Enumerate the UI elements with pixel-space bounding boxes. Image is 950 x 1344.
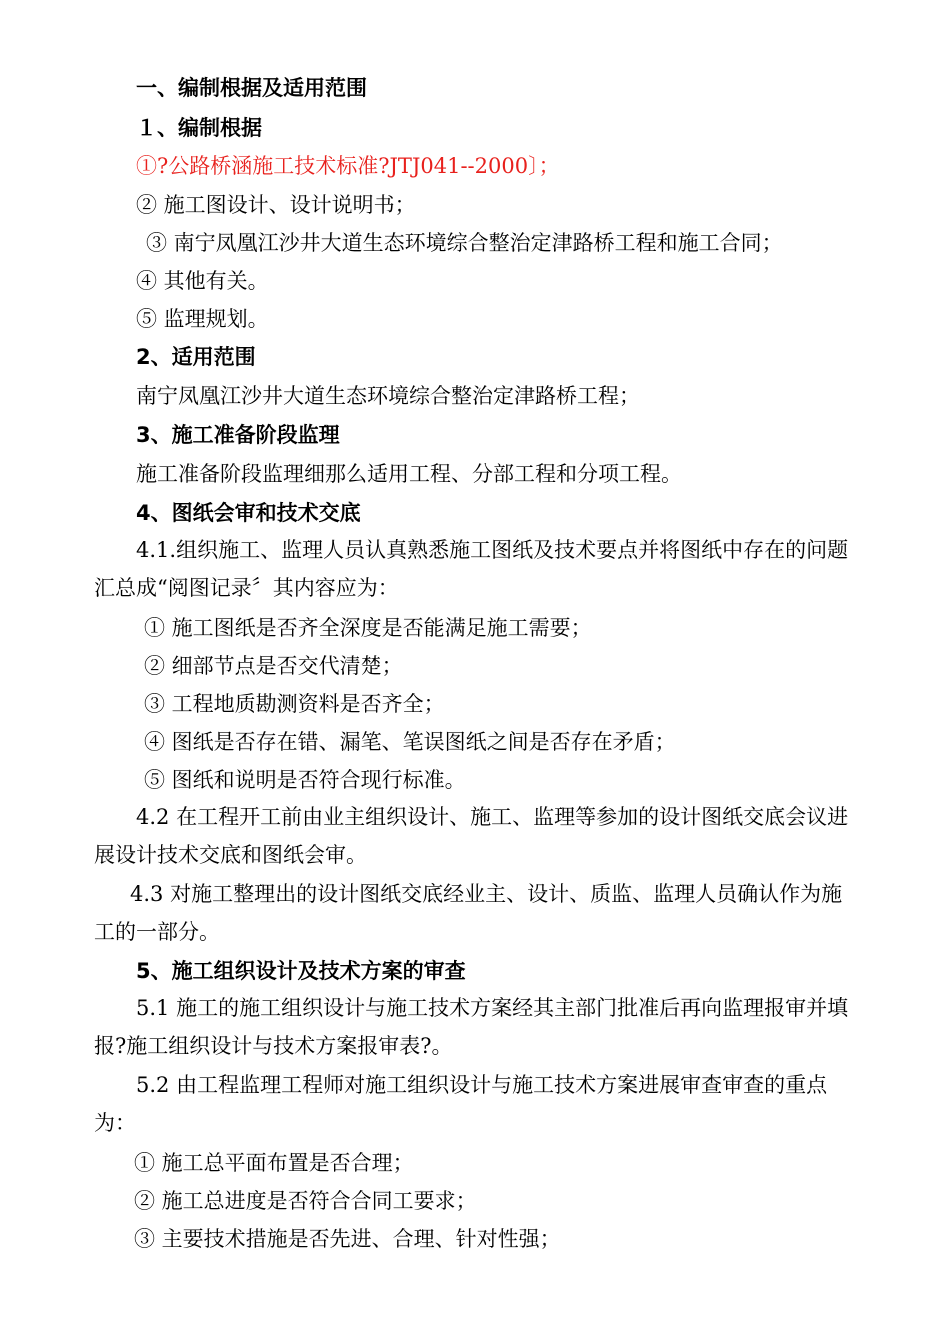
paragraph-5-2: 5.2 由工程监理工程师对施工组织设计与施工技术方案进展审查审查的重点为： [94, 1073, 828, 1135]
review-item-2: ② 施工总进度是否符合合同工要求； [134, 1189, 477, 1213]
paragraph-4-2: 4.2 在工程开工前由业主组织设计、施工、监理等参加的设计图纸交底会议进展设计技术交底和图纸会审。 [94, 805, 849, 867]
paragraph-4-3: 4.3 对施工整理出的设计图纸交底经业主、设计、质监、监理人员确认作为施工的一部分。 [94, 882, 843, 944]
review-item-1: ① 施工总平面布置是否合理； [134, 1151, 414, 1175]
scope-text: 南宁凤凰江沙井大道生态环境综合整治定津路桥工程； [136, 384, 640, 408]
drawing-item-4: ④ 图纸是否存在错、漏笔、笔误图纸之间是否存在矛盾； [144, 730, 676, 754]
paragraph-5-1: 5.1 施工的施工组织设计与施工技术方案经其主部门批准后再向监理报审并填报?施工组织设计与技术方案报审表?。 [94, 996, 849, 1058]
heading-scope: 2、适用范围 [136, 345, 256, 369]
preparation-text: 施工准备阶段监理细那么适用工程、分部工程和分项工程。 [136, 462, 682, 486]
drawing-item-5: ⑤ 图纸和说明是否符合现行标准。 [144, 768, 466, 792]
heading-basis: １、编制根据 [136, 116, 262, 140]
heading-section-1: 一、编制根据及适用范围 [136, 76, 367, 100]
basis-item-3: ③ 南宁凤凰江沙井大道生态环境综合整治定津路桥工程和施工合同； [146, 231, 783, 255]
drawing-item-1: ① 施工图纸是否齐全深度是否能满足施工需要； [144, 616, 592, 640]
drawing-item-3: ③ 工程地质勘测资料是否齐全； [144, 692, 445, 716]
review-item-3: ③ 主要技术措施是否先进、合理、针对性强； [134, 1227, 561, 1251]
drawing-item-2: ② 细部节点是否交代清楚； [144, 654, 403, 678]
heading-preparation: 3、施工准备阶段监理 [136, 423, 340, 447]
basis-item-4: ④ 其他有关。 [136, 269, 269, 293]
heading-construction-design: 5、施工组织设计及技术方案的审查 [136, 959, 466, 983]
heading-drawings: 4、图纸会审和技术交底 [136, 501, 361, 525]
basis-item-2: ② 施工图设计、设计说明书； [136, 193, 416, 217]
paragraph-4-1: 4.1.组织施工、监理人员认真熟悉施工图纸及技术要点并将图纸中存在的问题汇总成“阅图记录〞其内容应为： [94, 538, 849, 600]
basis-item-5: ⑤ 监理规划。 [136, 307, 269, 331]
basis-item-1: ①?公路桥涵施工技术标准?JTJ041--2000〕； [136, 154, 560, 178]
